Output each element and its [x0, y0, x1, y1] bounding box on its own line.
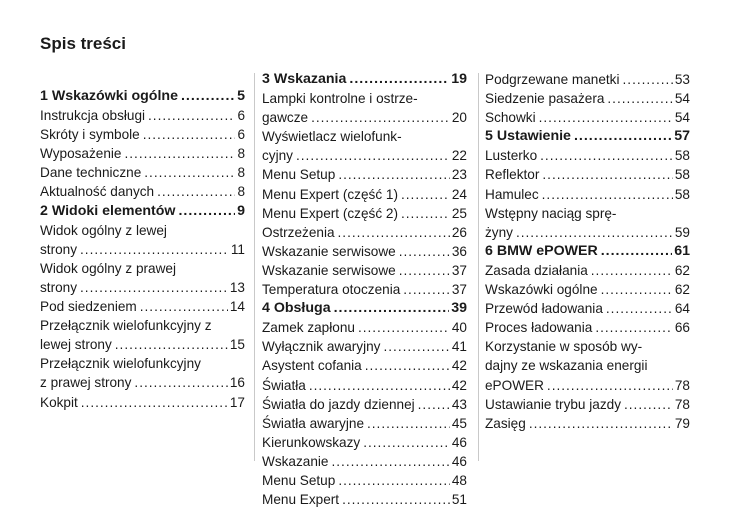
- dot-leader: [574, 127, 672, 146]
- dot-leader: [601, 242, 673, 261]
- toc-entry-line: [262, 337, 467, 356]
- toc-entry-title: Ostrzeżenia: [262, 224, 335, 240]
- dot-leader: [401, 185, 450, 204]
- toc-page-number: 37: [451, 282, 467, 298]
- toc-entry-title: 4 Obsługa: [262, 300, 331, 317]
- toc-entry-title: Przełącznik wielofunkcyjny: [40, 356, 201, 372]
- toc-page-number: 57: [674, 128, 690, 145]
- toc-page-number: 46: [451, 434, 467, 450]
- toc-entry-line: [262, 223, 467, 242]
- dot-leader: [148, 106, 235, 125]
- toc-entry-title: dajny ze wskazania energii: [485, 358, 648, 374]
- toc-entry-title: Asystent cofania: [262, 358, 362, 374]
- toc-page-number: 19: [451, 71, 467, 87]
- toc-entry-line: [485, 261, 690, 280]
- toc-entry-line: [485, 165, 690, 184]
- toc-page-number: 48: [451, 472, 467, 488]
- toc-chapter-heading[interactable]: [485, 242, 690, 261]
- toc-entry-title: 2 Widoki elementów: [40, 202, 176, 219]
- toc-entry[interactable]: [40, 106, 245, 125]
- toc-page-number: 26: [451, 224, 467, 240]
- toc-entry-line: [40, 163, 245, 182]
- toc-entry-title: Kierunkowskazy: [262, 434, 361, 450]
- toc-entry-title: Światła awaryjne: [262, 415, 364, 431]
- toc-page-number: 58: [674, 186, 690, 202]
- toc-entry[interactable]: [262, 490, 467, 509]
- toc-entry[interactable]: [40, 297, 245, 316]
- toc-entry-line: [485, 414, 690, 433]
- toc-entry[interactable]: [262, 356, 467, 375]
- toc-entry-line: [485, 108, 690, 127]
- toc-entry-title: Schowki: [485, 110, 536, 126]
- toc-chapter-heading[interactable]: [40, 202, 245, 221]
- toc-entry-title: Widok ogólny z lewej: [40, 222, 167, 238]
- toc-page-number: 42: [451, 377, 467, 393]
- toc-entry[interactable]: [262, 165, 467, 184]
- toc-chapter-heading[interactable]: [262, 70, 467, 89]
- dot-leader: [144, 163, 235, 182]
- toc-page-number: 8: [237, 165, 245, 181]
- dot-leader: [591, 261, 673, 280]
- toc-entry-line: [262, 376, 467, 395]
- toc-entry-line: [262, 204, 467, 223]
- dot-leader: [140, 297, 228, 316]
- toc-entry-title: Temperatura otoczenia: [262, 282, 401, 298]
- toc-entry-line: [485, 70, 690, 89]
- dot-leader: [542, 185, 673, 204]
- dot-leader: [623, 70, 673, 89]
- toc-entry-title: strony: [40, 241, 78, 257]
- toc-page-number: 13: [229, 279, 245, 295]
- dot-leader: [540, 146, 673, 165]
- toc-entry-line: [262, 299, 467, 318]
- toc-entry[interactable]: [262, 452, 467, 471]
- toc-entry-line: [485, 146, 690, 165]
- toc-entry-line: [262, 471, 467, 490]
- toc-page-number: 41: [451, 339, 467, 355]
- toc-entry[interactable]: [485, 337, 690, 394]
- toc-entry[interactable]: [485, 261, 690, 280]
- toc-entry[interactable]: [485, 280, 690, 299]
- toc-entry-line: [485, 204, 690, 223]
- dot-leader: [80, 240, 229, 259]
- toc-entry-line: [40, 182, 245, 201]
- page-title: Spis treści: [40, 34, 126, 53]
- toc-entry-title: Skróty i symbole: [40, 127, 140, 143]
- toc-entry-line: [262, 452, 467, 471]
- toc-page-number: 43: [451, 396, 467, 412]
- dot-leader: [296, 146, 450, 165]
- toc-entry[interactable]: [485, 185, 690, 204]
- toc-entry[interactable]: [262, 185, 467, 204]
- dot-leader: [338, 471, 450, 490]
- toc-entry-title: Instrukcja obsługi: [40, 108, 146, 124]
- toc-entry[interactable]: [485, 70, 690, 89]
- toc-entry-title: Korzystanie w sposób wy-: [485, 339, 643, 355]
- toc-page-number: 54: [674, 91, 690, 107]
- toc-entry-title: Menu Expert: [262, 492, 340, 508]
- dot-leader: [157, 182, 235, 201]
- toc-entry-title: Światła do jazdy dziennej: [262, 396, 415, 412]
- dot-leader: [309, 376, 450, 395]
- column-divider: [478, 73, 479, 461]
- toc-entry-title: 3 Wskazania: [262, 71, 347, 87]
- toc-entry-title: Menu Expert (część 2): [262, 205, 398, 221]
- toc-page-number: 11: [230, 241, 245, 257]
- toc-entry-line: [485, 127, 690, 146]
- toc-entry-title: strony: [40, 279, 78, 295]
- toc-entry-title: Menu Expert (część 1): [262, 186, 398, 202]
- toc-page-number: 15: [229, 337, 245, 353]
- toc-entry-line: [485, 280, 690, 299]
- toc-entry-line: [40, 259, 245, 278]
- toc-entry-title: Hamulec: [485, 186, 539, 202]
- dot-leader: [601, 280, 673, 299]
- toc-entry[interactable]: [485, 146, 690, 165]
- toc-entry[interactable]: [40, 354, 245, 392]
- toc-page-number: 37: [451, 262, 467, 278]
- toc-page-number: 42: [451, 358, 467, 374]
- toc-page-number: 58: [674, 148, 690, 164]
- toc-entry-title: Światła: [262, 377, 306, 393]
- toc-entry-title: Widok ogólny z prawej: [40, 260, 176, 276]
- toc-chapter-heading[interactable]: [262, 299, 467, 318]
- toc-entry-title: Wskazanie: [262, 453, 329, 469]
- toc-entry[interactable]: [262, 204, 467, 223]
- dot-leader: [80, 278, 228, 297]
- toc-entry[interactable]: [262, 89, 467, 127]
- toc-entry-line: [485, 356, 690, 375]
- dot-leader: [418, 395, 450, 414]
- toc-entry-title: 6 BMW ePOWER: [485, 242, 598, 259]
- toc-page-number: 54: [674, 110, 690, 126]
- toc-entry[interactable]: [485, 108, 690, 127]
- toc-entry-line: [485, 337, 690, 356]
- column-divider: [254, 73, 255, 461]
- toc-page-number: 62: [674, 282, 690, 298]
- dot-leader: [365, 356, 450, 375]
- toc-page-number: 36: [451, 243, 467, 259]
- dot-leader: [539, 108, 673, 127]
- dot-leader: [349, 70, 449, 89]
- toc-entry-line: [262, 127, 467, 146]
- toc-entry[interactable]: [40, 393, 245, 412]
- toc-entry-title: Menu Setup: [262, 472, 336, 488]
- toc-entry-title: Aktualność danych: [40, 184, 155, 200]
- toc-entry[interactable]: [40, 182, 245, 201]
- toc-page-number: 62: [674, 262, 690, 278]
- dot-leader: [607, 89, 672, 108]
- dot-leader: [331, 452, 449, 471]
- toc-entry-line: [262, 356, 467, 375]
- toc-page-number: 22: [451, 148, 467, 164]
- toc-entry-title: Wyposażenie: [40, 146, 122, 162]
- toc-entry-line: [40, 87, 245, 106]
- toc-entry-title: Menu Setup: [262, 167, 336, 183]
- toc-entry[interactable]: [485, 395, 690, 414]
- dot-leader: [399, 242, 450, 261]
- dot-leader: [383, 337, 449, 356]
- toc-page-number: 78: [674, 396, 690, 412]
- dot-leader: [115, 335, 228, 354]
- toc-entry[interactable]: [262, 242, 467, 261]
- toc-entry[interactable]: [40, 259, 245, 297]
- toc-entry-title: Proces ładowania: [485, 320, 593, 336]
- toc-entry-line: [262, 165, 467, 184]
- toc-entry-line: [485, 185, 690, 204]
- dot-leader: [143, 125, 236, 144]
- toc-page-number: 16: [229, 375, 245, 391]
- dot-leader: [311, 108, 450, 127]
- toc-entry[interactable]: [485, 318, 690, 337]
- toc-page-number: 79: [674, 415, 690, 431]
- toc-page-number: 6: [237, 127, 245, 143]
- toc-entry[interactable]: [262, 414, 467, 433]
- toc-entry-title: z prawej strony: [40, 375, 132, 391]
- dot-leader: [338, 223, 450, 242]
- dot-leader: [334, 299, 450, 318]
- toc-entry-title: Pod siedzeniem: [40, 299, 137, 315]
- dot-leader: [529, 414, 673, 433]
- dot-leader: [358, 318, 450, 337]
- toc-entry-line: [485, 89, 690, 108]
- toc-entry[interactable]: [262, 395, 467, 414]
- toc-entry-line: [262, 280, 467, 299]
- toc-page-number: 17: [229, 394, 245, 410]
- toc-entry-title: Zasada działania: [485, 262, 588, 278]
- toc-entry-line: [262, 433, 467, 452]
- toc-page-number: 8: [237, 146, 245, 162]
- toc-entry[interactable]: [262, 223, 467, 242]
- toc-page-number: 78: [674, 377, 690, 393]
- toc-entry-title: gawcze: [262, 110, 309, 126]
- toc-entry[interactable]: [262, 318, 467, 337]
- toc-page-number: 53: [674, 72, 690, 87]
- toc-entry[interactable]: [485, 299, 690, 318]
- toc-entry-line: [262, 318, 467, 337]
- dot-leader: [342, 490, 450, 509]
- toc-entry[interactable]: [262, 471, 467, 490]
- dot-leader: [124, 144, 235, 163]
- toc-entry[interactable]: [40, 316, 245, 354]
- toc-entry-line: [262, 395, 467, 414]
- toc-column-2: [262, 70, 467, 509]
- dot-leader: [401, 204, 450, 223]
- toc-entry-title: Wyłącznik awaryjny: [262, 339, 381, 355]
- toc-chapter-heading[interactable]: [485, 127, 690, 146]
- dot-leader: [399, 261, 450, 280]
- toc-page-number: 8: [237, 184, 245, 200]
- toc-entry[interactable]: [262, 261, 467, 280]
- toc-entry-title: Wskazanie serwisowe: [262, 243, 396, 259]
- toc-entry-line: [262, 414, 467, 433]
- toc-entry-title: cyjny: [262, 148, 293, 164]
- toc-entry-line: [485, 376, 690, 395]
- toc-entry-line: [485, 318, 690, 337]
- dot-leader: [178, 202, 235, 221]
- toc-entry-line: [262, 242, 467, 261]
- toc-entry-line: [485, 395, 690, 414]
- toc-entry[interactable]: [40, 163, 245, 182]
- toc-page-number: 14: [229, 299, 245, 315]
- dot-leader: [516, 223, 673, 242]
- toc-entry-title: Przełącznik wielofunkcyjny z: [40, 318, 212, 334]
- toc-entry[interactable]: [262, 280, 467, 299]
- toc-page-number: 20: [451, 110, 467, 126]
- toc-entry-title: 5 Ustawienie: [485, 128, 571, 145]
- toc-entry-title: Wstępny naciąg sprę-: [485, 205, 617, 221]
- toc-page-number: 6: [237, 108, 245, 124]
- toc-entry-line: [40, 202, 245, 221]
- dot-leader: [606, 299, 673, 318]
- toc-column-3: [485, 70, 690, 433]
- toc-page-number: 9: [237, 202, 245, 219]
- toc-entry[interactable]: [262, 433, 467, 452]
- toc-entry-title: lewej strony: [40, 337, 112, 353]
- toc-page-number: 39: [451, 300, 467, 317]
- toc-entry-title: Wyświetlacz wielofunk-: [262, 129, 402, 145]
- toc-page-number: 40: [451, 320, 467, 336]
- dot-leader: [542, 165, 672, 184]
- toc-column-1: [40, 70, 245, 412]
- toc-page-number: 5: [237, 88, 245, 104]
- toc-entry-line: [262, 261, 467, 280]
- toc-page-number: 61: [674, 242, 690, 259]
- toc-page-number: 64: [674, 301, 690, 317]
- toc-page-number: 23: [451, 167, 467, 183]
- toc-page-number: 66: [674, 320, 690, 336]
- toc-entry-line: [485, 242, 690, 261]
- toc-entry-title: żyny: [485, 224, 513, 240]
- toc-entry-line: [40, 125, 245, 144]
- toc-entry-title: 1 Wskazówki ogólne: [40, 88, 178, 104]
- toc-entry-line: [262, 89, 467, 108]
- toc-entry-line: [40, 373, 245, 392]
- toc-page-number: 51: [451, 492, 467, 508]
- toc-entry[interactable]: [485, 204, 690, 242]
- dot-leader: [363, 433, 450, 452]
- toc-entry[interactable]: [40, 144, 245, 163]
- toc-entry-line: [40, 144, 245, 163]
- toc-entry-line: [262, 185, 467, 204]
- dot-leader: [367, 414, 450, 433]
- dot-leader: [624, 395, 673, 414]
- toc-page-number: 25: [451, 205, 467, 221]
- toc-entry-title: Wskazanie serwisowe: [262, 262, 396, 278]
- toc-entry[interactable]: [485, 414, 690, 433]
- toc-entry-line: [40, 278, 245, 297]
- toc-entry[interactable]: [485, 165, 690, 184]
- toc-entry-title: Siedzenie pasażera: [485, 91, 605, 107]
- toc-page-number: 24: [451, 186, 467, 202]
- toc-entry[interactable]: [40, 221, 245, 259]
- toc-chapter-heading[interactable]: [40, 87, 245, 106]
- toc-entry-line: [40, 393, 245, 412]
- toc-entry[interactable]: [262, 337, 467, 356]
- toc-page-number: 46: [451, 453, 467, 469]
- toc-entry-title: Lusterko: [485, 148, 538, 164]
- toc-entry-title: Zasięg: [485, 415, 526, 431]
- toc-entry-title: Przewód ładowania: [485, 301, 603, 317]
- toc-entry[interactable]: [262, 127, 467, 165]
- toc-entry-line: [40, 106, 245, 125]
- toc-entry[interactable]: [40, 125, 245, 144]
- dot-leader: [547, 376, 673, 395]
- toc-entry-title: Ustawianie trybu jazdy: [485, 396, 621, 412]
- dot-leader: [595, 318, 673, 337]
- toc-entry-line: [485, 223, 690, 242]
- toc-entry-line: [262, 70, 467, 89]
- toc-page-number: 59: [674, 224, 690, 240]
- dot-leader: [181, 87, 235, 106]
- toc-entry-title: Kokpit: [40, 394, 78, 410]
- toc-entry-title: Reflektor: [485, 167, 540, 183]
- toc-entry-line: [40, 335, 245, 354]
- dot-leader: [134, 373, 227, 392]
- dot-leader: [403, 280, 450, 299]
- toc-entry-line: [40, 221, 245, 240]
- dot-leader: [81, 393, 228, 412]
- toc-entry-title: Wskazówki ogólne: [485, 282, 598, 298]
- toc-entry[interactable]: [485, 89, 690, 108]
- toc-page-number: 58: [674, 167, 690, 183]
- toc-entry-title: Podgrzewane manetki: [485, 72, 620, 87]
- toc-entry-line: [40, 354, 245, 373]
- toc-entry-title: Lampki kontrolne i ostrze-: [262, 91, 418, 107]
- toc-entry-title: ePOWER: [485, 377, 544, 393]
- toc-entry-line: [262, 146, 467, 165]
- toc-entry-line: [40, 297, 245, 316]
- dot-leader: [338, 165, 450, 184]
- toc-entry-title: Zamek zapłonu: [262, 320, 355, 336]
- toc-entry-line: [485, 299, 690, 318]
- toc-entry-line: [262, 490, 467, 509]
- toc-entry-title: Dane techniczne: [40, 165, 142, 181]
- toc-entry-line: [262, 108, 467, 127]
- toc-entry-line: [40, 316, 245, 335]
- toc-page-number: 45: [451, 415, 467, 431]
- toc-entry[interactable]: [262, 376, 467, 395]
- toc-entry-line: [40, 240, 245, 259]
